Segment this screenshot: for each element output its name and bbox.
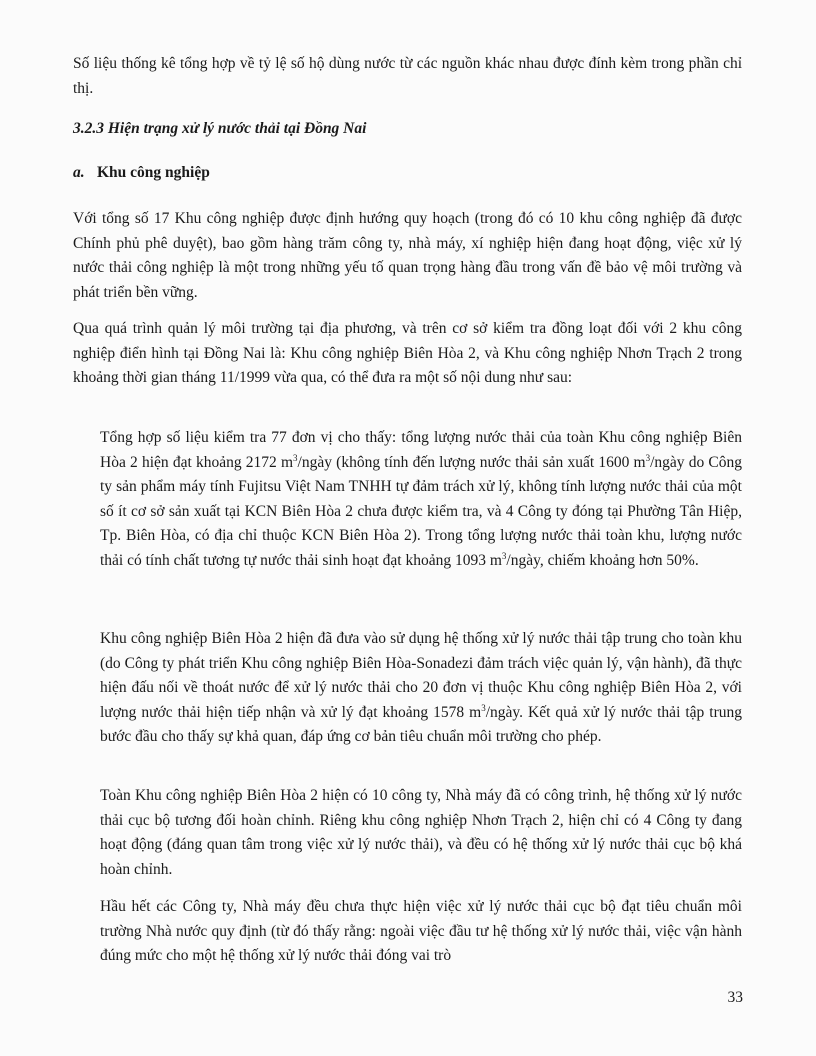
paragraph-inspection: Qua quá trình quản lý môi trường tại địa phương, và trên cơ sở kiểm tra đồng loạt đối với 2 khu công nghiệp điển hình tại Đồng Nai là: Khu công nghiệp Biên Hòa 2, và Khu công nghiệp Nhơn Trạch 2 trong khoảng thời gian tháng 11/1999 vừa qua, có thể đưa ra một số nội dung như sau:	[73, 320, 742, 386]
paragraph-local-systems: Toàn Khu công nghiệp Biên Hòa 2 hiện có 10 công ty, Nhà máy đã có công trình, hệ thống xử lý nước thải cục bộ tương đối hoàn chỉnh. Riêng khu công nghiệp Nhơn Trạch 2, hiện chỉ có 4 Công ty đang hoạt động (đáng quan tâm trong việc xử lý nước thải), và đều có hệ thống xử lý nước thải cục bộ khá hoàn chỉnh.	[100, 787, 742, 878]
sub-heading-letter: a.	[73, 164, 85, 181]
sub-heading	[73, 161, 742, 186]
page-number: 33	[727, 989, 743, 1006]
paragraph-wastewater-volume: Tổng hợp số liệu kiểm tra 77 đơn vị cho thấy: tổng lượng nước thải của toàn Khu công nghiệp Biên Hòa 2 hiện đạt khoảng 2172 $m^3$/ngày (không tính đến lượng nước thải sản xuất 1600 $m^3$/ngày do Công ty sản phẩm máy tính Fujitsu Việt Nam TNHH tự đảm trách xử lý, không tính lượng nước thải của một số ít cơ sở sản xuất tại KCN Biên Hòa 2 chưa được kiểm tra, và 4 Công ty đóng tại Phường Tân Hiệp, Tp. Biên Hòa, có địa chỉ thuộc KCN Biên Hòa 2). Trong tổng lượng nước thải toàn khu, lượng nước thải có tính chất tương tự nước thải sinh hoạt đạt khoảng 1093 $m^3$/ngày, chiếm khoảng hơn 50%.	[100, 429, 743, 569]
section-heading: 3.2.3 Hiện trạng xử lý nước thải tại Đồng Nai	[73, 120, 367, 137]
paragraph-industrial-zones: Với tổng số 17 Khu công nghiệp được định hướng quy hoạch (trong đó có 10 khu công nghiệp đã được Chính phủ phê duyệt), bao gồm hàng trăm công ty, nhà máy, xí nghiệp hiện đang hoạt động, việc xử lý nước thải công nghiệp là một trong những yếu tố quan trọng hàng đầu trong vấn đề bảo vệ môi trường và phát triển bền vững.	[73, 210, 742, 301]
sub-heading-text: Khu công nghiệp	[97, 164, 210, 181]
paragraph-intro: Số liệu thống kê tổng hợp về tỷ lệ số hộ dùng nước từ các nguồn khác nhau được đính kèm trong phần chỉ thị.	[73, 55, 742, 97]
paragraph-standards: Hầu hết các Công ty, Nhà máy đều chưa thực hiện việc xử lý nước thải cục bộ đạt tiêu chuẩn môi trường Nhà nước quy định (từ đó thấy rằng: ngoài việc đầu tư hệ thống xử lý nước thải, việc vận hành đúng mức cho một hệ thống xử lý nước thải đóng vai trò	[100, 898, 742, 964]
paragraph-central-treatment: Khu công nghiệp Biên Hòa 2 hiện đã đưa vào sử dụng hệ thống xử lý nước thải tập trung cho toàn khu (do Công ty phát triển Khu công nghiệp Biên Hòa-Sonadezi đảm trách việc quản lý, vận hành), đã thực hiện đấu nối về thoát nước để xử lý nước thải cho 20 đơn vị thuộc Khu công nghiệp Biên Hòa 2, với lượng nước thải hiện tiếp nhận và xử lý đạt khoảng 1578 $m^3$/ngày. Kết quả xử lý nước thải tập trung bước đầu cho thấy sự khả quan, đáp ứng cơ bản tiêu chuẩn môi trường cho phép.	[100, 630, 742, 745]
